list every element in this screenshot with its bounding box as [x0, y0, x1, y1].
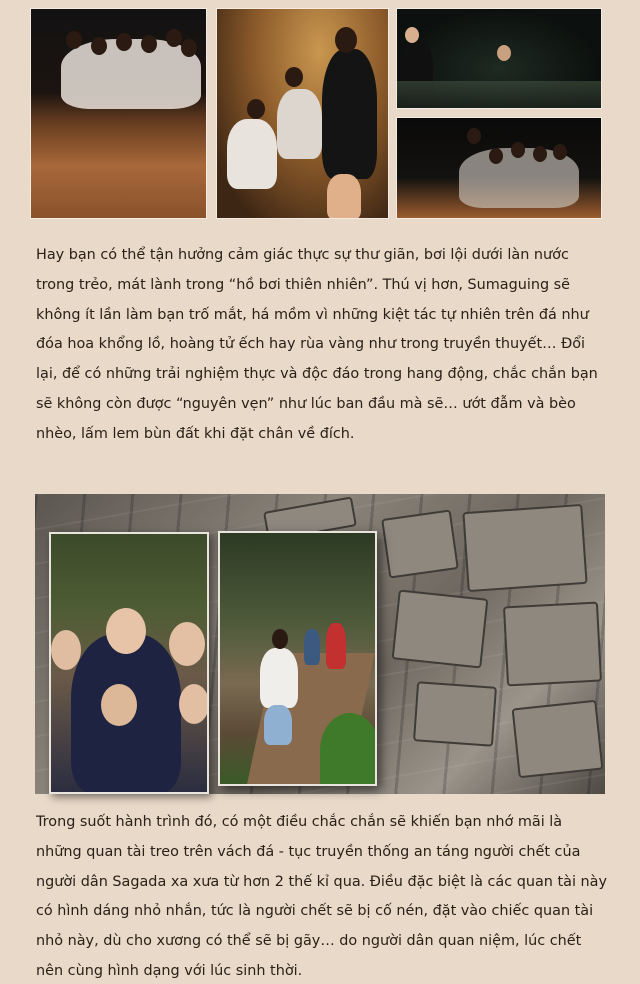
photo-trail-to-cave [218, 531, 377, 786]
hanging-coffins-paragraph: Trong suốt hành trình đó, có một điều chắc chắn sẽ khiến bạn nhớ mãi là những quan tài treo trên vách đá - tục truyền thống an táng người chết của người dân Sagada xa xưa từ hơn 2 thế kỉ qua. Điều đặc biệt là các quan tài này có hình dáng nhỏ nhắn, tức là người chết sẽ bị cố nén, đặt vào chiếc quan tài nhỏ này, dù cho xương có thể sẽ bị gãy… do người dân quan niệm, lúc chết nên cùng hình dạng với lúc sinh thời. [36, 814, 607, 979]
photo-group-posing-in-dark-cave [396, 117, 602, 219]
photo-friends-in-cave-passage [216, 8, 389, 219]
photo-swimming-in-cave-pool [396, 8, 602, 109]
photo-group-selfie-at-cave-entrance [49, 532, 209, 794]
intro-paragraph: Hay bạn có thể tận hưởng cảm giác thực sự thư giãn, bơi lội dưới làn nước trong trẻo, mát lành trong “hồ bơi thiên nhiên”. Thú vị hơn, Sumaguing sẽ không ít lần làm bạn trố mắt, há mồm vì những kiệt tác tự nhiên trên đá như đóa hoa khổng lồ, hoàng tử ếch hay rùa vàng như trong truyền thuyết… Đổi lại, để có những trải nghiệm thực và độc đáo trong hang động, chắc chắn bạn sẽ không còn được “nguyên vẹn” như lúc ban đầu mà sẽ… ướt đẫm và bèo nhèo, lấm lem bùn đất khi đặt chân về đích. [36, 247, 598, 442]
photo-group-on-cave-rock [30, 8, 207, 219]
